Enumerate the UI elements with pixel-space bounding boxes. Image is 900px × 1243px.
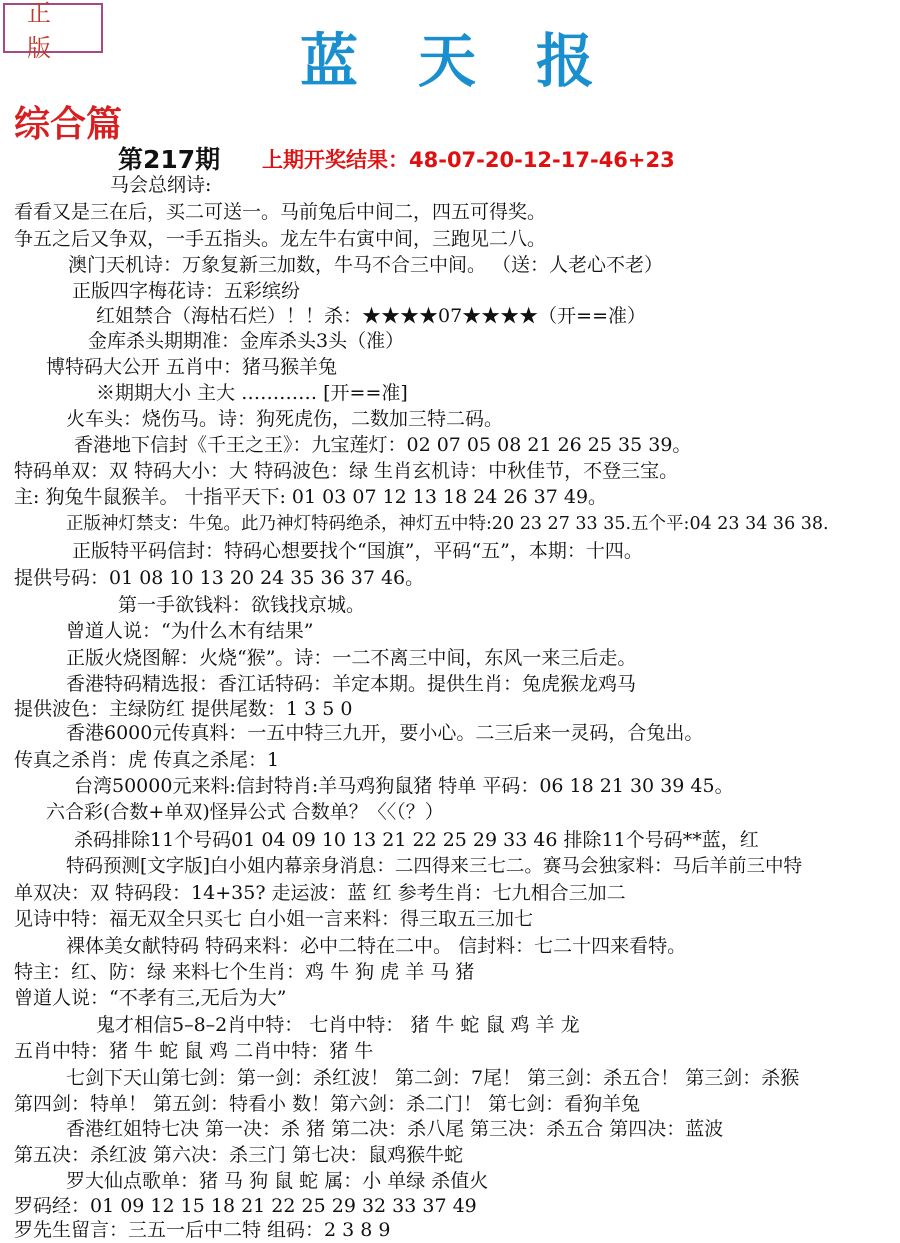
text-line: 香港地下信封《千王之王》：九宝莲灯：02 07 05 08 21 26 25 35 39。 bbox=[74, 434, 692, 456]
text-line: 第一手欲钱料：欲钱找京城。 bbox=[118, 594, 366, 616]
text-line: 台湾50000元来料:信封特肖:羊马鸡狗鼠猪 特单 平码：06 18 21 30 39 45。 bbox=[74, 775, 734, 797]
text-line: 罗大仙点歌单：猪 马 狗 鼠 蛇 属：小 单绿 杀值火 bbox=[66, 1170, 489, 1192]
text-line: 曾道人说：“不孝有三,无后为大” bbox=[14, 987, 287, 1009]
text-line: 正版特平码信封：特码心想要找个“国旗”，平码“五”，本期：十四。 bbox=[72, 540, 643, 562]
text-line: 七剑下天山第七剑：第一剑：杀红波！ 第二剑：7尾！ 第三剑：杀五合！ 第三剑：杀猴 bbox=[66, 1067, 800, 1089]
text-line: 金库杀头期期准：金库杀头3头（准） bbox=[88, 330, 405, 352]
last-draw-result: 上期开奖结果：48-07-20-12-17-46+23 bbox=[262, 148, 675, 172]
text-line: 单双决：双 特码段：14+35? 走运波：蓝 红 参考生肖：七九相合三加二 bbox=[14, 882, 626, 904]
text-line: 澳门天机诗：万象复新三加数，牛马不合三中间。 （送：人老心不老） bbox=[68, 254, 664, 276]
text-line: 特主：红、防：绿 来料七个生肖：鸡 牛 狗 虎 羊 马 猪 bbox=[14, 961, 475, 983]
text-line: 红姐禁合（海枯石烂）！！杀：★★★★07★★★★（开==准） bbox=[96, 305, 647, 327]
text-line: 特码预测[文字版]白小姐内幕亲身消息：二四得来三七二。赛马会独家料：马后羊前三中特 bbox=[66, 856, 802, 877]
text-line: 六合彩(合数+单双)怪异公式 合数单？〈〈（？） bbox=[46, 801, 444, 823]
text-line: 香港红姐特七决 第一决：杀 猪 第二决：杀八尾 第三决：杀五合 第四决：蓝波 bbox=[66, 1118, 724, 1140]
text-line: 马会总纲诗: bbox=[110, 174, 212, 196]
text-line: 罗先生留言：三五一后中二特 组码：2 3 8 9 bbox=[14, 1219, 391, 1241]
text-line: ※期期大小 主大 ………… [开==准] bbox=[96, 382, 408, 404]
text-line: 提供波色：主绿防红 提供尾数：1 3 5 0 bbox=[14, 698, 353, 720]
text-line: 争五之后又争双，一手五指头。龙左牛右寅中间，三跑见二八。 bbox=[14, 228, 547, 250]
text-line: 博特码大公开 五肖中：猪马猴羊兔 bbox=[46, 356, 338, 378]
text-line: 见诗中特：福无双全只买七 白小姐一言来料：得三取五三加七 bbox=[14, 908, 534, 930]
masthead-title: 蓝天报 bbox=[300, 27, 655, 95]
text-line: 香港6000元传真料：一五中特三九开，要小心。二三后来一灵码，合兔出。 bbox=[66, 722, 704, 744]
text-line: 第五决：杀红波 第六决：杀三门 第七决：鼠鸡猴牛蛇 bbox=[14, 1144, 464, 1166]
text-line: 曾道人说：“为什么木有结果” bbox=[66, 620, 314, 642]
text-line: 火车头：烧伤马。诗：狗死虎伤，二数加三特二码。 bbox=[66, 408, 504, 430]
issue-number: 第217期 bbox=[118, 145, 221, 174]
text-line: 第四剑：特单！ 第五剑：特看小 数！第六剑：杀二门！ 第七剑：看狗羊兔 bbox=[14, 1093, 641, 1115]
section-title: 综合篇 bbox=[14, 103, 123, 145]
text-line: 正版神灯禁支：牛兔。此乃神灯特码绝杀，神灯五中特:20 23 27 33 35.五个平:04 23 34 36 38. bbox=[66, 514, 829, 534]
text-line: 提供号码：01 08 10 13 20 24 35 36 37 46。 bbox=[14, 567, 425, 589]
authentic-badge: 正版 bbox=[3, 3, 103, 53]
text-line: 主: 狗兔牛鼠猴羊。 十指平天下: 01 03 07 12 13 18 24 26 37 49。 bbox=[14, 486, 608, 508]
text-line: 看看又是三在后，买二可送一。马前兔后中间二，四五可得奖。 bbox=[14, 201, 547, 223]
text-line: 杀码排除11个号码01 04 09 10 13 21 22 25 29 33 46 排除11个号码**蓝，红 bbox=[74, 829, 759, 851]
text-line: 特码单双：双 特码大小：大 特码波色：绿 生肖玄机诗：中秋佳节，不登三宝。 bbox=[14, 460, 679, 482]
text-line: 五肖中特：猪 牛 蛇 鼠 鸡 二肖中特：猪 牛 bbox=[14, 1040, 374, 1062]
text-line: 罗码经：01 09 12 15 18 21 22 25 29 32 33 37 49 bbox=[14, 1195, 477, 1217]
text-line: 香港特码精选报：香江话特码：羊定本期。提供生肖：兔虎猴龙鸡马 bbox=[66, 673, 637, 695]
text-line: 正版四字梅花诗：五彩缤纷 bbox=[72, 280, 301, 302]
text-line: 裸体美女献特码 特码来料：必中二特在二中。 信封料：七二十四来看特。 bbox=[66, 935, 687, 957]
text-line: 正版火烧图解：火烧“猴”。诗：一二不离三中间，东风一来三后走。 bbox=[66, 647, 637, 669]
text-line: 鬼才相信5–8–2肖中特： 七肖中特： 猪 牛 蛇 鼠 鸡 羊 龙 bbox=[96, 1014, 580, 1036]
text-line: 传真之杀肖：虎 传真之杀尾：1 bbox=[14, 749, 280, 771]
